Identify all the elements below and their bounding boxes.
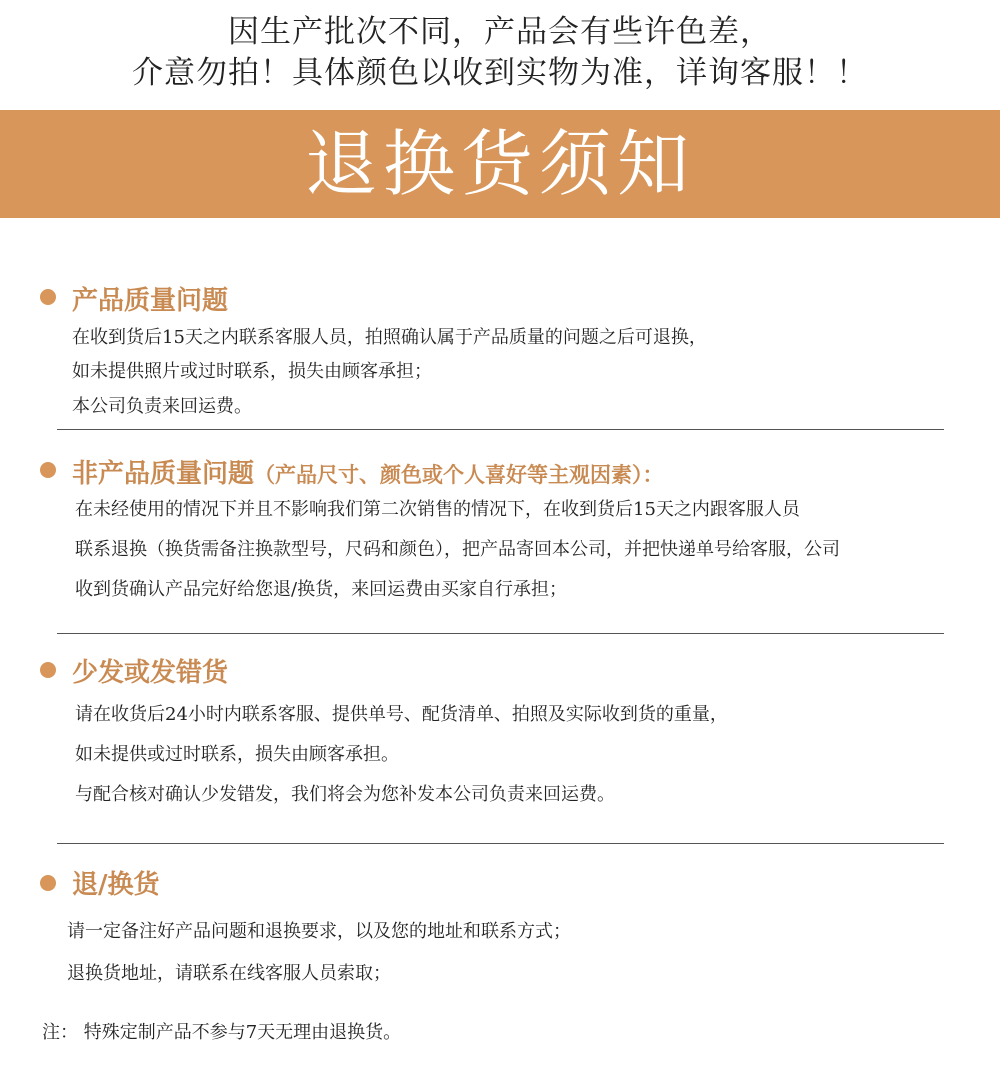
bullet-dot-icon (40, 875, 56, 891)
color-notice-line-1: 因生产批次不同，产品会有些许色差， (228, 14, 772, 50)
section-line: 如未提供或过时联系，损失由顾客承担。 (75, 744, 399, 765)
section-heading: 产品质量问题 (72, 286, 229, 316)
section-heading: 少发或发错货 (72, 658, 229, 688)
footnote: 注： 特殊定制产品不参与7天无理由退换货。 (42, 1022, 402, 1043)
section-line: 收到货确认产品完好给您退/换货，来回运费由买家自行承担； (75, 579, 568, 600)
section-divider (57, 429, 944, 430)
bullet-dot-icon (40, 289, 56, 305)
section-heading: 非产品质量问题（产品尺寸、颜色或个人喜好等主观因素）： (72, 459, 664, 489)
banner-title: 退换货须知 (304, 122, 695, 206)
title-banner (0, 110, 1000, 218)
section-line: 在未经使用的情况下并且不影响我们第二次销售的情况下，在收到货后15天之内跟客服人员 (75, 499, 800, 520)
section-divider (57, 843, 944, 844)
section-line: 在收到货后15天之内联系客服人员，拍照确认属于产品质量的问题之后可退换， (72, 327, 707, 348)
section-line: 请一定备注好产品问题和退换要求，以及您的地址和联系方式； (67, 921, 571, 942)
bullet-dot-icon (40, 462, 56, 478)
bullet-dot-icon (40, 662, 56, 678)
color-notice-line-2: 介意勿拍！具体颜色以收到实物为准，详询客服！！ (132, 55, 868, 91)
section-line: 联系退换（换货需备注换款型号，尺码和颜色），把产品寄回本公司，并把快递单号给客服，公司 (75, 539, 840, 560)
section-divider (57, 633, 944, 634)
section-line: 如未提供照片或过时联系，损失由顾客承担； (72, 361, 432, 382)
color-notice (0, 12, 1000, 94)
section-line: 本公司负责来回运费。 (72, 396, 252, 417)
section-subtitle: （产品尺寸、颜色或个人喜好等主观因素）： (254, 463, 664, 487)
section-line: 退换货地址，请联系在线客服人员索取； (67, 963, 391, 984)
section-line: 与配合核对确认少发错发，我们将会为您补发本公司负责来回运费。 (75, 784, 615, 805)
section-heading: 退/换货 (72, 870, 160, 900)
section-line: 请在收货后24小时内联系客服、提供单号、配货清单、拍照及实际收到货的重量， (75, 704, 728, 725)
